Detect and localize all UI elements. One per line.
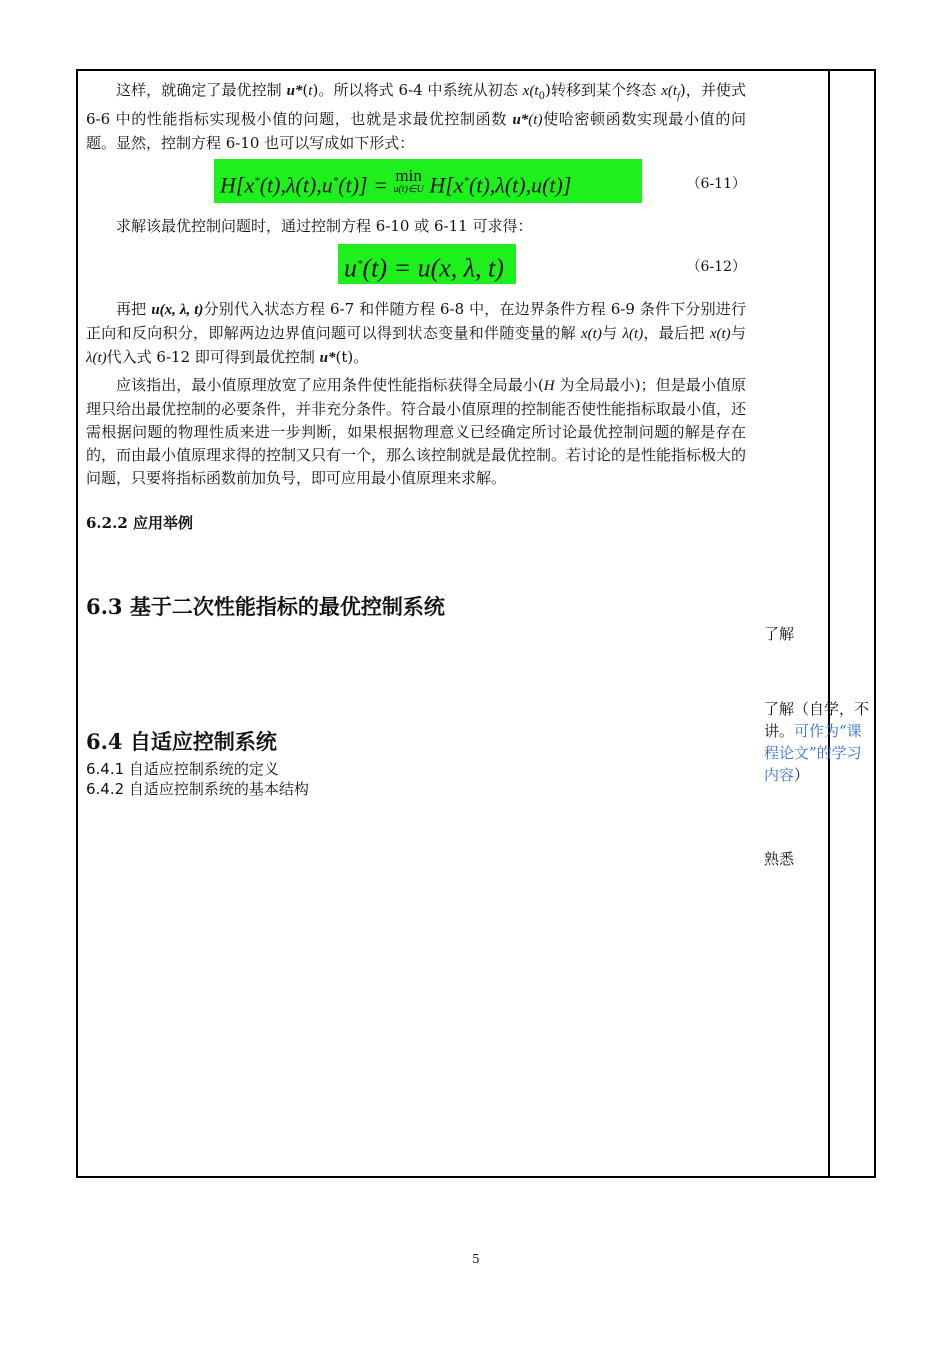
equation-6-12 [86,242,746,294]
side-note-6-3: 了解（自学，不讲。可作为“课程论文”的学习内容） [764,700,870,784]
section-6-2-2-heading: 6.2.2 应用举例 [86,514,193,532]
equation-6-12-highlight: u*(t) = u(x, λ, t) [338,244,516,284]
equation-6-11-highlight: H[x*(t),λ(t),u*(t)] = min u(t)∈U H[x*(t),λ(t),u(t)] [214,159,642,203]
equation-number-6-11: （6-11） [686,176,746,192]
content-table [76,69,876,1178]
section-6-4-heading: 6.4 自适应控制系统 [86,729,277,754]
subsection-6-4-2: 6.4.2 自适应控制系统的基本结构 [86,780,309,798]
side-note-6-3-highlight: 可作为“课程论文”的学习内容 [764,722,862,784]
paragraph-4: 应该指出，最小值原理放宽了应用条件使性能指标获得全局最小(H 为全局最小)；但是最小值原理只给出最优控制的必要条件，并非充分条件。符合最小值原理的控制能否使性能指标取最小值，还需根据问题的物理性质来进一步判断，如果根据物理意义已经确定所讨论最优控制问题的解是存在的，而由最小值原理求得的控制又只有一个，那么该控制就是最优控制。若讨论的是性能指标极大的问题，只要将指标函数前加负号，即可应用最小值原理来求解。 [86,376,747,487]
side-note-6-2-2: 了解 [764,625,795,643]
section-6-3-heading: 6.3 基于二次性能指标的最优控制系统 [86,594,445,619]
equation-number-6-12: （6-12） [686,259,746,275]
side-note-6-4: 熟悉 [764,850,795,868]
paragraph-3: 再把 u(x, λ, t)分别代入状态方程 6-7 和伴随方程 6-8 中，在边界条件方程 6-9 条件下分别进行正向和反向积分，即解两边边界值问题可以得到状态变量和伴随变量的解 x(t)与 λ(t)，最后把 x(t)与 λ(t)代入式 6-12 即可得到最优控制 u*(t)。 [86,300,746,366]
paragraph-2: 求解该最优控制问题时，通过控制方程 6-10 或 6-11 可求得： [116,217,533,235]
paragraph-1: 这样，就确定了最优控制 u*(t)。所以将式 6-4 中系统从初态 $x(t_0)$转移到某个终态 $x(t_f)$，并使式 6-6 中的性能指标实现极小值的问题，也就是求最优控制函数 u*(t)使哈密顿函数实现最小值的问题。显然，控制方程 6-10 也可以写成如下形式： [86,81,746,152]
subsection-6-4-1: 6.4.1 自适应控制系统的定义 [86,760,279,778]
equation-6-11 [86,159,746,211]
page-number: 5 [472,1252,480,1266]
main-column [86,79,746,799]
